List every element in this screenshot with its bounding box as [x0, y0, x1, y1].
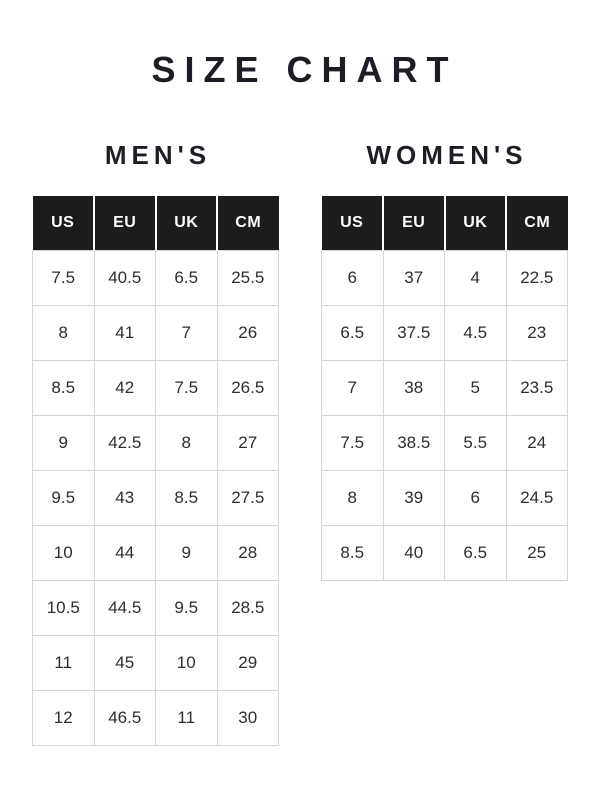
column-header-cm: CM [506, 196, 568, 250]
column-header-cm: CM [217, 196, 279, 250]
size-cell: 10 [33, 525, 95, 580]
table-row [33, 580, 279, 635]
size-cell: 8 [322, 470, 384, 525]
size-cell: 9 [156, 525, 218, 580]
table-row [33, 415, 279, 470]
size-cell: 5 [445, 360, 507, 415]
mens-section [32, 140, 279, 746]
size-cell: 24.5 [506, 470, 568, 525]
size-cell: 8 [156, 415, 218, 470]
size-cell: 41 [94, 305, 156, 360]
size-cell: 38.5 [383, 415, 445, 470]
size-cell: 8.5 [322, 525, 384, 580]
table-row [33, 360, 279, 415]
size-cell: 7.5 [33, 250, 95, 305]
column-header-us: US [322, 196, 384, 250]
size-cell: 43 [94, 470, 156, 525]
size-cell: 8.5 [156, 470, 218, 525]
size-cell: 25.5 [217, 250, 279, 305]
tables-row [0, 140, 600, 746]
size-cell: 28 [217, 525, 279, 580]
womens-size-table [321, 196, 568, 581]
size-cell: 4 [445, 250, 507, 305]
size-cell: 4.5 [445, 305, 507, 360]
column-header-uk: UK [445, 196, 507, 250]
womens-section-title: WOMEN'S [366, 140, 528, 170]
table-row [322, 470, 568, 525]
column-header-eu: EU [383, 196, 445, 250]
mens-size-table [32, 196, 279, 746]
table-row [322, 360, 568, 415]
size-cell: 44 [94, 525, 156, 580]
table-row [322, 525, 568, 580]
table-row [33, 305, 279, 360]
size-cell: 30 [217, 690, 279, 745]
size-cell: 11 [156, 690, 218, 745]
size-cell: 37.5 [383, 305, 445, 360]
size-cell: 26 [217, 305, 279, 360]
size-cell: 5.5 [445, 415, 507, 470]
header-row [322, 196, 568, 250]
size-cell: 10.5 [33, 580, 95, 635]
size-cell: 9.5 [33, 470, 95, 525]
size-cell: 37 [383, 250, 445, 305]
size-cell: 9.5 [156, 580, 218, 635]
size-cell: 7 [156, 305, 218, 360]
size-cell: 10 [156, 635, 218, 690]
size-cell: 22.5 [506, 250, 568, 305]
size-cell: 28.5 [217, 580, 279, 635]
page-title: SIZE CHART [151, 49, 458, 90]
size-cell: 29 [217, 635, 279, 690]
size-cell: 6.5 [156, 250, 218, 305]
size-cell: 42 [94, 360, 156, 415]
size-cell: 25 [506, 525, 568, 580]
size-cell: 7.5 [156, 360, 218, 415]
size-cell: 23 [506, 305, 568, 360]
size-cell: 26.5 [217, 360, 279, 415]
womens-section [321, 140, 568, 581]
column-header-eu: EU [94, 196, 156, 250]
table-row [33, 635, 279, 690]
size-cell: 6 [322, 250, 384, 305]
table-row [33, 250, 279, 305]
size-cell: 46.5 [94, 690, 156, 745]
size-cell: 11 [33, 635, 95, 690]
size-cell: 8.5 [33, 360, 95, 415]
size-cell: 9 [33, 415, 95, 470]
header-row [33, 196, 279, 250]
size-cell: 45 [94, 635, 156, 690]
size-cell: 6.5 [322, 305, 384, 360]
size-cell: 7 [322, 360, 384, 415]
size-cell: 12 [33, 690, 95, 745]
column-header-us: US [33, 196, 95, 250]
size-cell: 8 [33, 305, 95, 360]
size-cell: 27 [217, 415, 279, 470]
size-cell: 27.5 [217, 470, 279, 525]
size-cell: 6 [445, 470, 507, 525]
table-row [33, 470, 279, 525]
size-cell: 39 [383, 470, 445, 525]
size-cell: 6.5 [445, 525, 507, 580]
column-header-uk: UK [156, 196, 218, 250]
table-row [322, 250, 568, 305]
table-row [322, 305, 568, 360]
size-cell: 40.5 [94, 250, 156, 305]
size-cell: 38 [383, 360, 445, 415]
mens-section-title: MEN'S [104, 140, 212, 170]
table-row [322, 415, 568, 470]
size-cell: 40 [383, 525, 445, 580]
size-cell: 23.5 [506, 360, 568, 415]
size-cell: 24 [506, 415, 568, 470]
size-cell: 44.5 [94, 580, 156, 635]
size-cell: 7.5 [322, 415, 384, 470]
table-row [33, 525, 279, 580]
table-row [33, 690, 279, 745]
size-cell: 42.5 [94, 415, 156, 470]
